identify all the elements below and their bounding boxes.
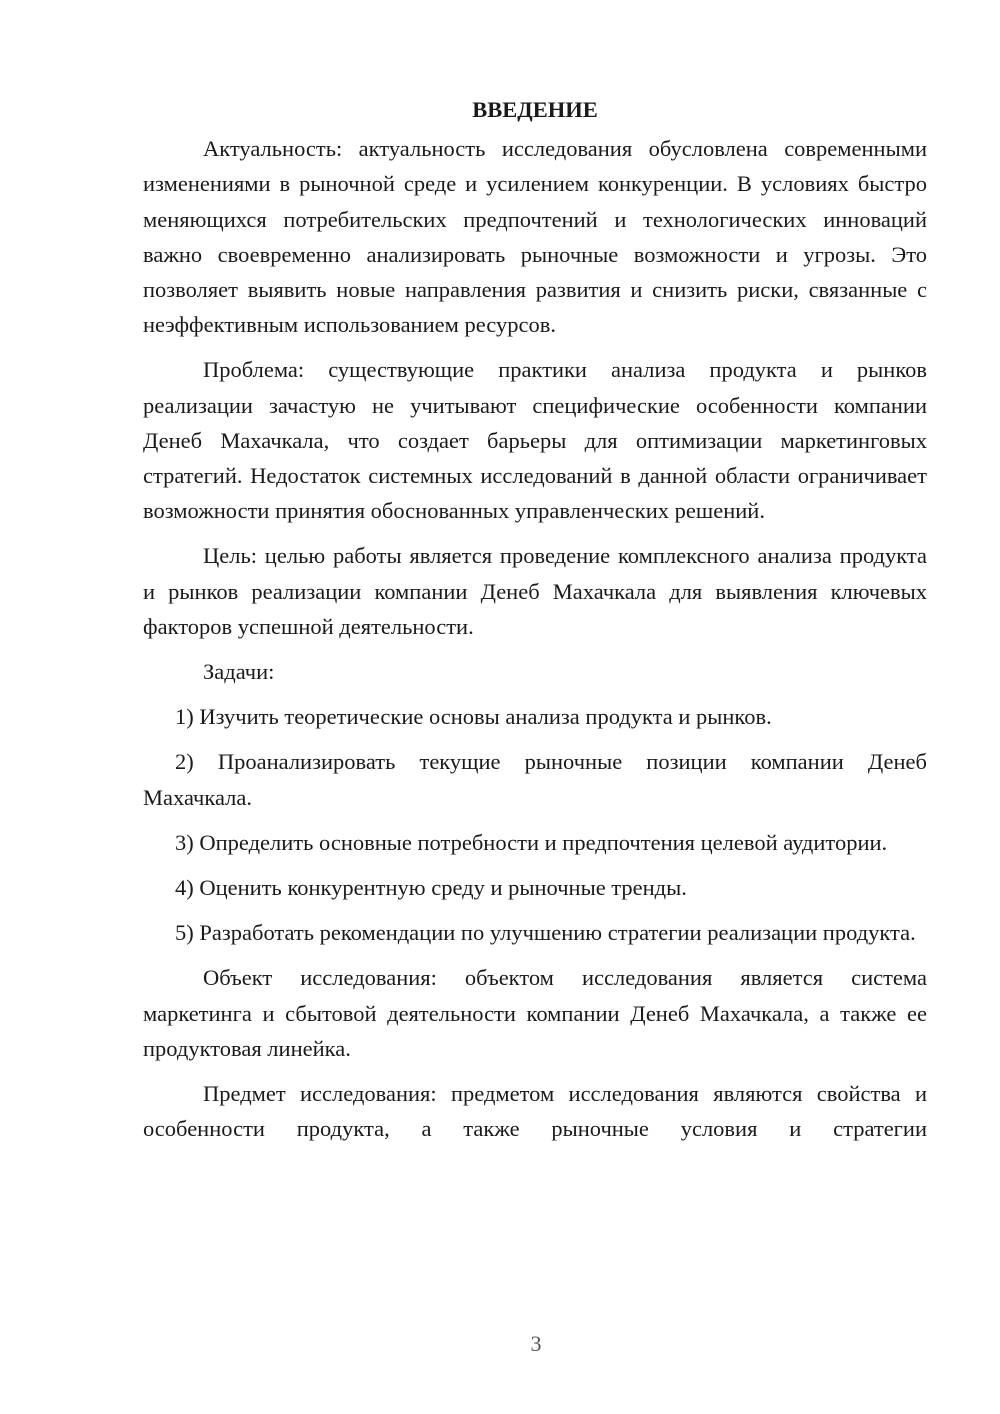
document-page xyxy=(143,92,927,1156)
task-item: 2) Проанализировать текущие рыночные позиции компании Денеб Махачкала. xyxy=(143,749,927,810)
subject-paragraph: Предмет исследования: предметом исследования являются свойства и особенности продукта, а также рыночные условия и стратегии xyxy=(143,1081,927,1142)
task-item: 3) Определить основные потребности и предпочтения целевой аудитории. xyxy=(175,829,888,855)
task-item: 1) Изучить теоретические основы анализа продукта и рынков. xyxy=(175,704,772,730)
page-title: ВВЕДЕНИЕ xyxy=(472,97,598,122)
tasks-label: Задачи: xyxy=(203,659,275,685)
page-number: 3 xyxy=(530,1331,542,1356)
problem-paragraph: Проблема: существующие практики анализа продукта и рынков реализации зачастую не учитывают специфические особенности компании Денеб Махачкала, что создает барьеры для оптимизации маркетинговых стратегий. Недостаток системных исследований в данной области ограничивает возможности принятия обоснованных управленческих решений. xyxy=(143,357,927,524)
object-paragraph: Объект исследования: объектом исследования является система маркетинга и сбытовой деятельности компании Денеб Махачкала, а также ее продуктовая линейка. xyxy=(143,965,927,1061)
goal-paragraph: Цель: целью работы является проведение комплексного анализа продукта и рынков реализации компании Денеб Махачкала для выявления ключевых факторов успешной деятельности. xyxy=(143,543,927,639)
task-item: 5) Разработать рекомендации по улучшению стратегии реализации продукта. xyxy=(175,920,916,946)
relevance-paragraph: Актуальность: актуальность исследования обусловлена современными изменениями в рыночной среде и усилением конкуренции. В условиях быстро меняющихся потребительских предпочтений и технологических инноваций важно своевременно анализировать рыночные возможности и угрозы. Это позволяет выявить новые направления развития и снизить риски, связанные с неэффективным использованием ресурсов. xyxy=(143,136,927,338)
task-item: 4) Оценить конкурентную среду и рыночные тренды. xyxy=(175,875,687,901)
